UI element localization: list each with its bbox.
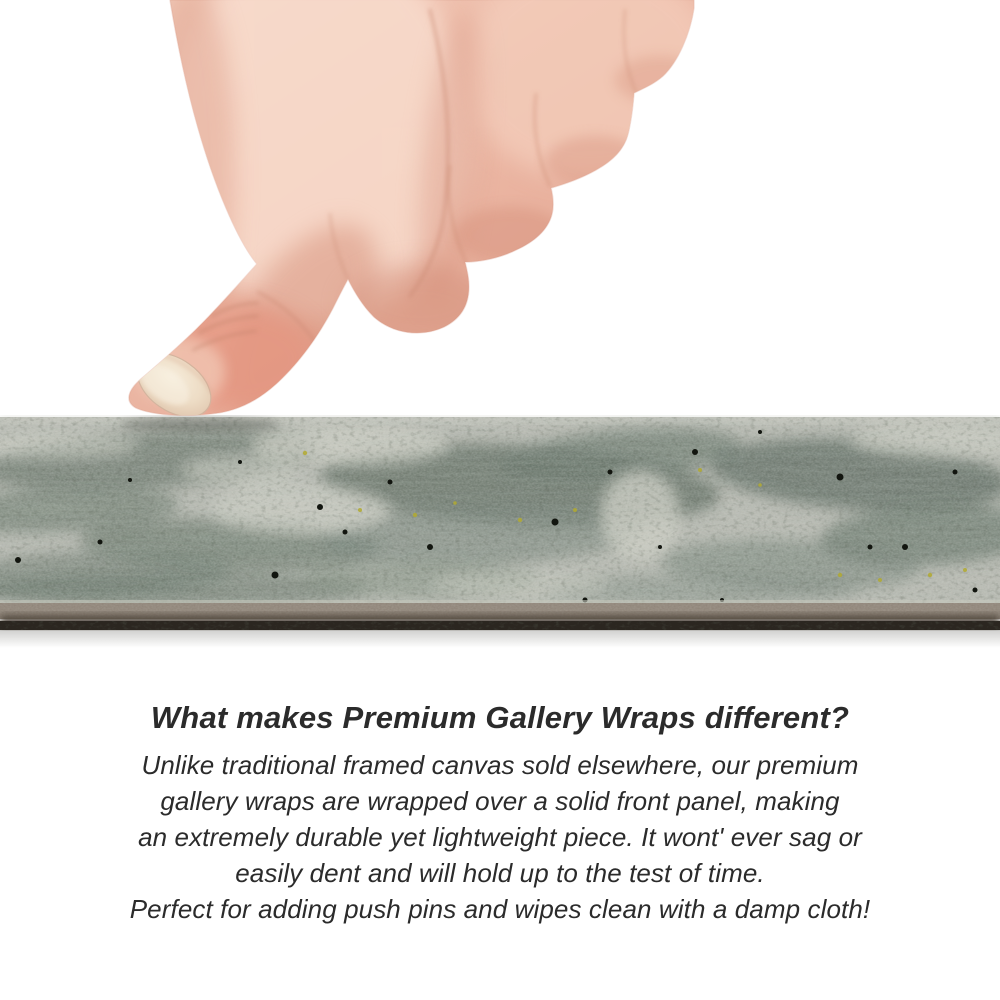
info-line-4: easily dent and will hold up to the test of time.	[235, 858, 765, 888]
info-title: What makes Premium Gallery Wraps different?	[150, 700, 850, 735]
hand-photo	[0, 0, 1000, 422]
hand-shading	[126, 0, 720, 422]
canvas-texture	[0, 417, 1000, 612]
info-line-2: gallery wraps are wrapped over a solid front panel, making	[160, 786, 840, 816]
info-line-5: Perfect for adding push pins and wipes clean with a damp cloth!	[129, 894, 871, 924]
canvas-edge-strip	[0, 415, 1000, 648]
info-section	[0, 698, 1000, 927]
info-line-1: Unlike traditional framed canvas sold elsewhere, our premium	[141, 750, 859, 780]
info-line-3: an extremely durable yet lightweight piece. It wont' ever sag or	[138, 822, 862, 852]
canvas-bottom-edge	[0, 600, 1000, 630]
canvas-drop-shadow	[0, 630, 1000, 648]
